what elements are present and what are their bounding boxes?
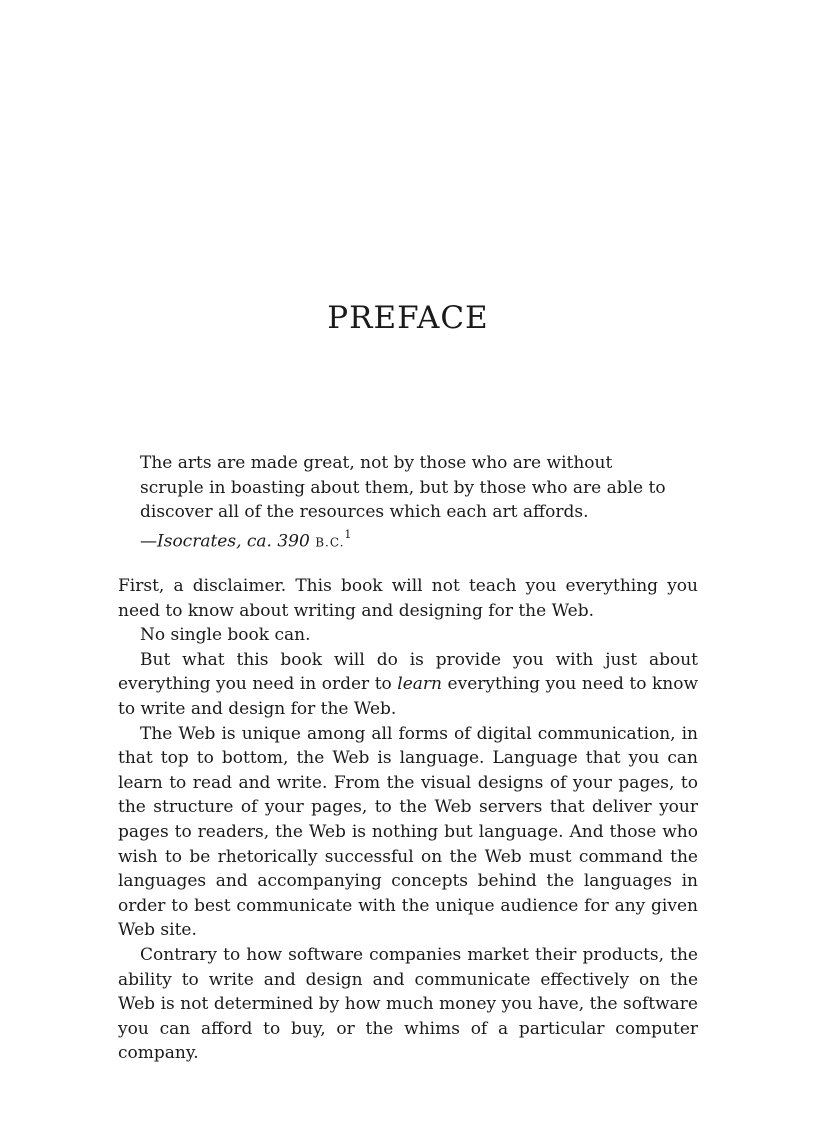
paragraph-learn-before: But what this book will do is provide you with just about everything you need in order to: [118, 649, 698, 695]
footnote-marker: 1: [344, 527, 352, 541]
paragraph-no-single-book: No single book can.: [140, 625, 311, 646]
paragraph-disclaimer: First, a disclaimer. This book will not teach you everything you need to know about writing and designing for the Web.: [118, 576, 698, 621]
body-text: [118, 574, 698, 1066]
attribution-era: B.C.: [315, 535, 345, 550]
emphasis-learn: learn: [397, 674, 443, 695]
epigraph: [140, 451, 680, 555]
paragraph-web-is-language: The Web is unique among all forms of digital communication, in that top to bottom, the Web is language. Language that you can learn to read and write. From the visual designs of your pages, to the structure of your pages, to the Web servers that deliver your pages to readers, the Web is nothing but language. And those who wish to be rhetorically successful on the Web must command the languages and accompanying concepts behind the languages in order to best communicate with the unique audience for any given Web site.: [118, 723, 698, 941]
paragraph-learn: [118, 648, 698, 722]
chapter-title: PREFACE: [327, 300, 489, 336]
attribution-author: —Isocrates, ca. 390: [140, 531, 316, 552]
epigraph-quote: The arts are made great, not by those who are without scruple in boasting about them, but by those who are able to discover all of the resources which each art affords.: [140, 453, 666, 522]
paragraph-contrary: Contrary to how software companies market their products, the ability to write and design and communicate effectively on the Web is not determined by how much money you have, the software you can afford to buy, or the whims of a particular computer company.: [118, 944, 698, 1064]
paragraph-learn-after: everything you need to know to write and design for the Web.: [118, 674, 698, 719]
epigraph-attribution: [140, 525, 680, 555]
